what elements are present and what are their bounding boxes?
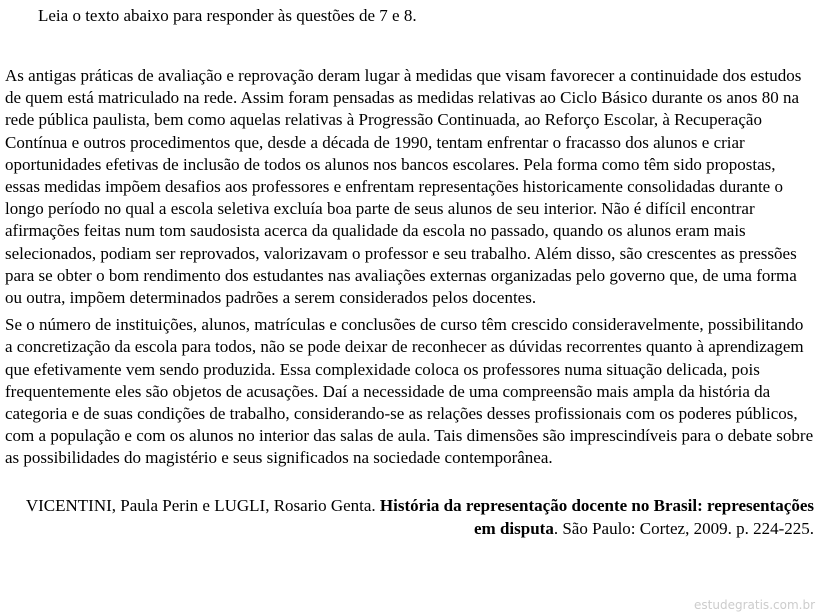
citation-authors: VICENTINI, Paula Perin e LUGLI, Rosario Genta. [25,495,380,515]
watermark-estudegratis: estudegratis.com.br [694,598,815,612]
reading-passage [5,65,814,470]
instruction-line: Leia o texto abaixo para responder às questões de 7 e 8. [38,6,417,25]
citation-reference [5,494,814,540]
paragraph-1: As antigas práticas de avaliação e reprovação deram lugar à medidas que visam favorecer a continuidade dos estudos de quem está matriculado na rede. Assim foram pensadas as medidas relativas ao Ciclo Básico durante os anos 80 na rede pública paulista, bem como aquelas relativas à Progressão Continuada, ao Reforço Escolar, à Recuperação Contínua e outros procedimentos que, desde a década de 1990, tentam enfrentar o fracasso dos alunos e criar oportunidades efetivas de inclusão de todos os alunos nos bancos escolares. Pela forma como têm sido propostas, essas medidas impõem desafios aos professores e enfrentam representações historicamente consolidadas durante o longo período no qual a escola seletiva excluía boa parte de seus alunos de seu interior. Não é difícil encontrar afirmações feitas num tom saudosista acerca da qualidade da escola no passado, quando os alunos eram mais selecionados, podiam ser reprovados, valorizavam o professor e seu trabalho. Além disso, são crescentes as pressões para se obter o bom rendimento dos estudantes nas avaliações externas organizadas pelo governo que, de uma forma ou outra, impõem determinados padrões a serem considerados pelos docentes. [5,66,802,308]
paragraph-2: Se o número de instituições, alunos, matrículas e conclusões de curso têm crescido consideravelmente, possibilitando a concretização da escola para todos, não se pode deixar de reconhecer as dúvidas recorrentes quanto à aprendizagem que efetivamente vem sendo produzida. Essa complexidade coloca os professores numa situação delicada, pois frequentemente eles são objetos de acusações. Daí a necessidade de uma compreensão mais ampla da história da categoria e de suas condições de trabalho, considerando-se as relações desses profissionais com os poderes públicos, com a população e com os alunos no interior das salas de aula. Tais dimensões são imprescindíveis para o debate sobre as possibilidades do magistério e seus significados na sociedade contemporânea. [5,315,814,468]
citation-book-title: História da representação docente no Brasil: representações em disputa [379,495,814,538]
citation-publisher-pages: . São Paulo: Cortez, 2009. p. 224-225. [553,518,814,538]
